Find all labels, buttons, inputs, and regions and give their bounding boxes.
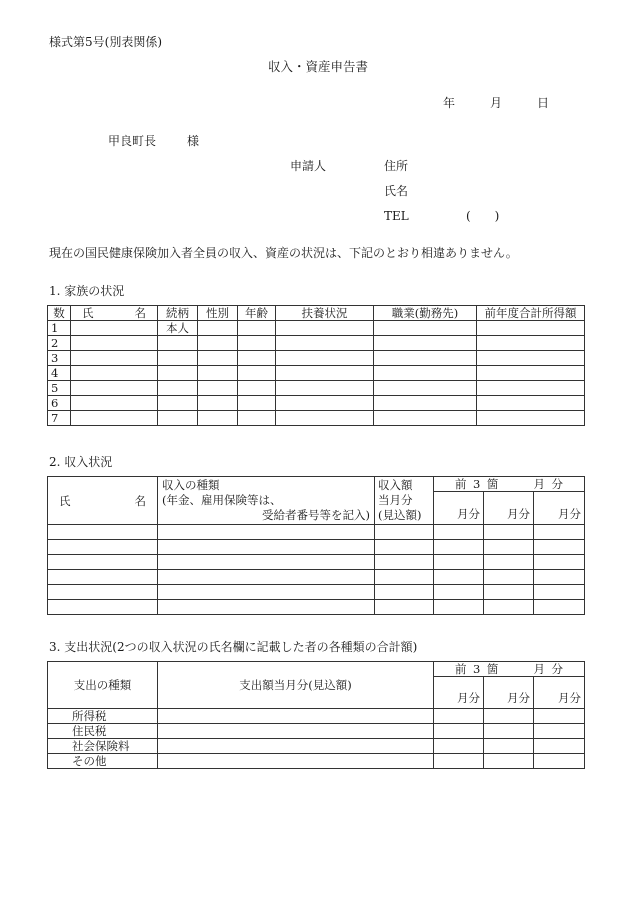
income-section-heading: 2. 収入状況 [49,455,113,469]
date-day-label: 日 [537,96,550,110]
name-cell[interactable] [71,381,158,396]
month-cell[interactable] [484,540,534,555]
table-row [48,525,585,540]
name-cell[interactable] [71,396,158,411]
income-month-2: 月分 [484,492,534,525]
month-cell[interactable] [434,600,484,615]
date-year-label: 年 [443,96,456,110]
month-cell[interactable] [534,570,585,585]
table-row [48,555,585,570]
amount-cell[interactable] [375,600,434,615]
name-cell[interactable] [71,411,158,426]
type-cell[interactable] [158,540,375,555]
form-number: 様式第5号(別表関係) [49,35,162,49]
page-title: 収入・資産申告書 [268,59,369,74]
age-cell[interactable] [238,381,276,396]
name-cell[interactable] [48,600,158,615]
amount-cell[interactable] [375,570,434,585]
amount-cell[interactable] [158,739,434,754]
table-row [48,540,585,555]
family-col-occupation: 職業(勤務先) [374,306,477,321]
name-cell[interactable] [71,366,158,381]
row-number: 5 [48,381,71,396]
name-cell[interactable] [71,351,158,366]
income-cell[interactable] [477,321,585,336]
dependent-cell[interactable] [276,321,374,336]
occupation-cell[interactable] [374,411,477,426]
month-cell[interactable] [484,570,534,585]
age-cell[interactable] [238,411,276,426]
amount-cell[interactable] [375,540,434,555]
relation-cell[interactable] [158,381,198,396]
name-cell[interactable] [48,525,158,540]
sex-cell[interactable] [198,396,238,411]
expense-month-3: 月分 [534,677,585,709]
sex-cell[interactable] [198,366,238,381]
table-row [48,411,585,426]
month-cell[interactable] [434,540,484,555]
age-cell[interactable] [238,321,276,336]
table-row [48,351,585,366]
addressee-suffix: 様 [187,134,200,148]
relation-cell[interactable] [158,366,198,381]
expense-type-cell: 所得税 [48,709,158,724]
dependent-cell[interactable] [276,366,374,381]
sex-cell[interactable] [198,351,238,366]
month-cell[interactable] [484,585,534,600]
type-cell[interactable] [158,600,375,615]
relation-cell[interactable] [158,351,198,366]
date-month-label: 月 [490,96,503,110]
month-cell[interactable] [534,555,585,570]
addressee-name: 甲良町長 [108,134,157,148]
name-label: 氏名 [384,184,409,198]
tel-label: TEL [384,209,409,223]
relation-cell[interactable] [158,411,198,426]
month-cell[interactable] [534,525,585,540]
income-header-row-1 [48,477,585,492]
row-number: 3 [48,351,71,366]
month-cell[interactable] [534,600,585,615]
month-cell[interactable] [484,724,534,739]
row-number: 2 [48,336,71,351]
income-col-prev3: 前 3 箇 月 分 [434,477,585,492]
expense-section-heading: 3. 支出状況(2つの収入状況の氏名欄に記載した者の各種類の合計額) [49,640,418,654]
income-cell[interactable] [477,366,585,381]
table-row [48,754,585,769]
income-month-3: 月分 [534,492,585,525]
dependent-cell[interactable] [276,351,374,366]
expense-month-2: 月分 [484,677,534,709]
income-cell[interactable] [477,336,585,351]
declaration-text: 現在の国民健康保険加入者全員の収入、資産の状況は、下記のとおり相違ありません。 [49,246,518,260]
tel-parentheses: ( ) [466,209,500,223]
income-col-amount: 収入額 当月分 (見込額) [375,477,434,525]
amount-cell[interactable] [375,525,434,540]
income-col-type: 収入の種類 (年金、雇用保険等は、 受給者番号等を記入) [158,477,375,525]
income-cell[interactable] [477,411,585,426]
occupation-cell[interactable] [374,366,477,381]
expense-header-row-1 [48,662,585,677]
table-row [48,336,585,351]
relation-cell[interactable] [158,396,198,411]
row-number: 4 [48,366,71,381]
income-month-1: 月分 [434,492,484,525]
month-cell[interactable] [534,754,585,769]
name-cell[interactable] [48,555,158,570]
dependent-cell[interactable] [276,336,374,351]
table-row [48,739,585,754]
family-section-heading: 1. 家族の状況 [49,284,125,298]
table-row [48,570,585,585]
age-cell[interactable] [238,366,276,381]
expense-col-prev3: 前 3 箇 月 分 [434,662,585,677]
expense-col-type: 支出の種類 [48,662,158,709]
age-cell[interactable] [238,336,276,351]
sex-cell[interactable] [198,321,238,336]
family-col-name: 氏 名 [71,306,158,321]
type-cell[interactable] [158,555,375,570]
income-cell[interactable] [477,381,585,396]
age-cell[interactable] [238,396,276,411]
family-header-row [48,306,585,321]
family-col-income: 前年度合計所得額 [477,306,585,321]
expense-type-cell: その他 [48,754,158,769]
month-cell[interactable] [484,754,534,769]
month-cell[interactable] [434,724,484,739]
month-cell[interactable] [534,739,585,754]
expense-col-amount: 支出額当月分(見込額) [158,662,434,709]
row-number: 1 [48,321,71,336]
expense-type-cell: 住民税 [48,724,158,739]
month-cell[interactable] [484,555,534,570]
expense-month-1: 月分 [434,677,484,709]
month-cell[interactable] [434,585,484,600]
income-table [47,476,585,615]
occupation-cell[interactable] [374,381,477,396]
amount-cell[interactable] [375,585,434,600]
occupation-cell[interactable] [374,351,477,366]
month-cell[interactable] [534,540,585,555]
family-col-age: 年齢 [238,306,276,321]
month-cell[interactable] [434,754,484,769]
table-row [48,585,585,600]
income-col-name: 氏 名 [48,477,158,525]
occupation-cell[interactable] [374,321,477,336]
age-cell[interactable] [238,351,276,366]
amount-cell[interactable] [158,709,434,724]
table-row [48,396,585,411]
name-cell[interactable] [71,336,158,351]
type-cell[interactable] [158,525,375,540]
dependent-cell[interactable] [276,411,374,426]
month-cell[interactable] [434,739,484,754]
month-cell[interactable] [434,570,484,585]
table-row [48,321,585,336]
month-cell[interactable] [484,525,534,540]
table-row [48,709,585,724]
name-cell[interactable] [48,570,158,585]
name-cell[interactable] [48,585,158,600]
income-cell[interactable] [477,396,585,411]
applicant-label: 申請人 [290,159,327,173]
month-cell[interactable] [534,585,585,600]
month-cell[interactable] [534,724,585,739]
table-row [48,366,585,381]
relation-cell[interactable] [158,336,198,351]
expense-type-cell: 社会保険料 [48,739,158,754]
month-cell[interactable] [484,709,534,724]
month-cell[interactable] [484,600,534,615]
occupation-cell[interactable] [374,336,477,351]
month-cell[interactable] [534,709,585,724]
sex-cell[interactable] [198,381,238,396]
income-cell[interactable] [477,351,585,366]
amount-cell[interactable] [375,555,434,570]
row-number: 6 [48,396,71,411]
occupation-cell[interactable] [374,396,477,411]
type-cell[interactable] [158,570,375,585]
amount-cell[interactable] [158,754,434,769]
expense-table [47,661,585,769]
sex-cell[interactable] [198,411,238,426]
table-row [48,381,585,396]
row-number: 7 [48,411,71,426]
family-col-dependent: 扶養状況 [276,306,374,321]
relation-cell[interactable]: 本人 [158,321,198,336]
table-row [48,724,585,739]
name-cell[interactable] [48,540,158,555]
address-label: 住所 [384,159,409,173]
family-table [47,305,585,426]
month-cell[interactable] [434,555,484,570]
table-row [48,600,585,615]
family-col-no: 数 [48,306,71,321]
family-col-relation: 続柄 [158,306,198,321]
sex-cell[interactable] [198,336,238,351]
dependent-cell[interactable] [276,396,374,411]
family-col-sex: 性別 [198,306,238,321]
dependent-cell[interactable] [276,381,374,396]
month-cell[interactable] [484,739,534,754]
type-cell[interactable] [158,585,375,600]
amount-cell[interactable] [158,724,434,739]
name-cell[interactable] [71,321,158,336]
month-cell[interactable] [434,525,484,540]
month-cell[interactable] [434,709,484,724]
